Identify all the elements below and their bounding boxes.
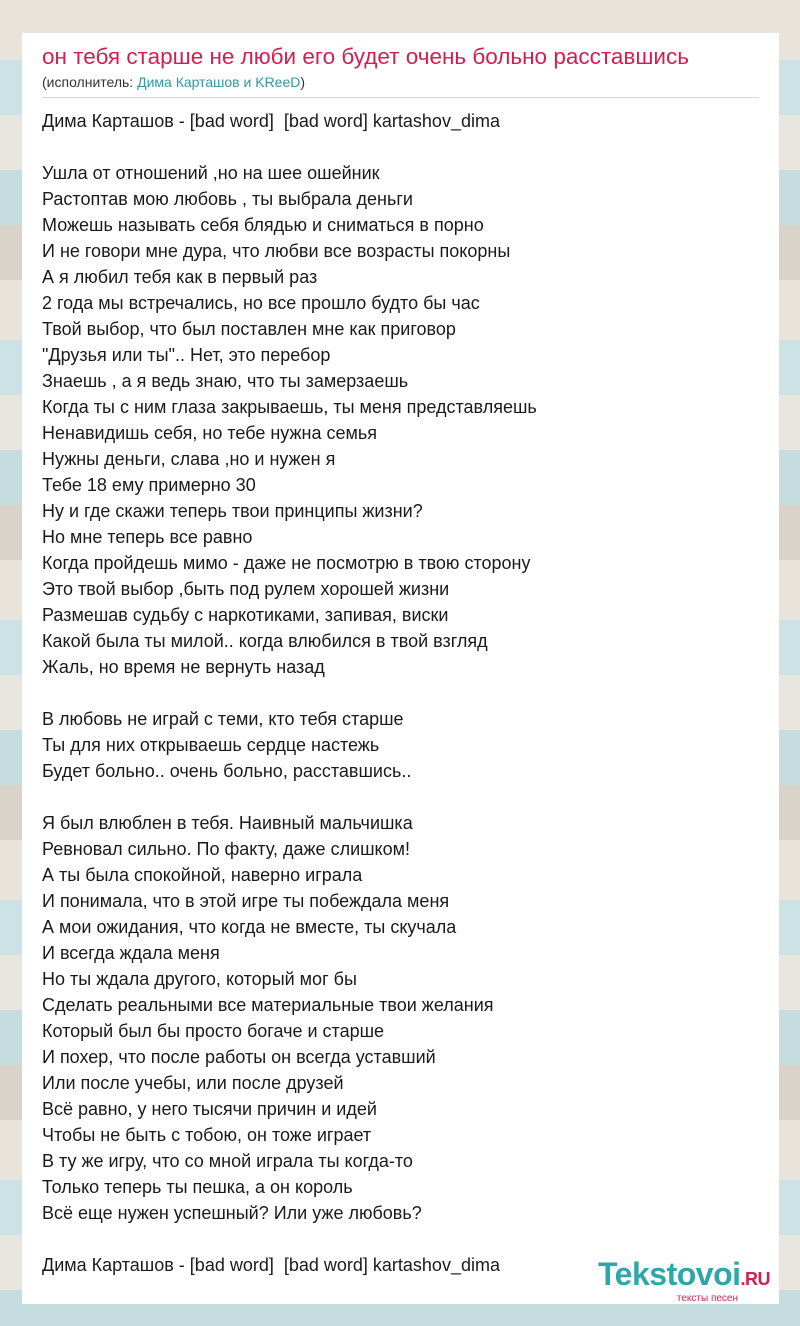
lyrics-card bbox=[22, 33, 779, 1304]
lyric-line: Какой была ты милой.. когда влюбился в твой взгляд bbox=[42, 631, 488, 651]
lyric-line: А ты была спокойной, наверно играла bbox=[42, 865, 363, 885]
lyric-line: Но ты ждала другого, который мог бы bbox=[42, 969, 357, 989]
lyric-line: В ту же игру, что со мной играла ты когда-то bbox=[42, 1151, 413, 1171]
logo-subtitle: тексты песен bbox=[676, 1293, 738, 1304]
lyric-line: Всё еще нужен успешный? Или уже любовь? bbox=[42, 1203, 422, 1223]
lyric-line: И похер, что после работы он всегда уставший bbox=[42, 1047, 436, 1067]
lyric-line: Нужны деньги, слава ,но и нужен я bbox=[42, 449, 336, 469]
lyric-line: Ну и где скажи теперь твои принципы жизни? bbox=[42, 501, 423, 521]
lyric-line: А я любил тебя как в первый раз bbox=[42, 267, 318, 287]
lyric-line: Чтобы не быть с тобою, он тоже играет bbox=[42, 1125, 372, 1145]
lyric-line: Сделать реальными все материальные твои желания bbox=[42, 995, 494, 1015]
lyric-line: Ненавидишь себя, но тебе нужна семья bbox=[42, 423, 377, 443]
lyric-line: Дима Карташов - [bad word] [bad word] kartashov_dima bbox=[42, 111, 500, 131]
lyric-line: Растоптав мою любовь , ты выбрала деньги bbox=[42, 189, 413, 209]
lyric-line: Знаешь , а я ведь знаю, что ты замерзаешь bbox=[42, 371, 409, 391]
lyric-line: Тебе 18 ему примерно 30 bbox=[42, 475, 256, 495]
lyric-line: Ты для них открываешь сердце настежь bbox=[42, 735, 380, 755]
lyric-line: Будет больно.. очень больно, расставшись.. bbox=[42, 761, 412, 781]
lyric-line: Но мне теперь все равно bbox=[42, 527, 253, 547]
lyric-line: А мои ожидания, что когда не вместе, ты скучала bbox=[42, 917, 457, 937]
lyric-line bbox=[42, 784, 759, 810]
lyric-line: Когда ты с ним глаза закрываешь, ты меня представляешь bbox=[42, 397, 537, 417]
lyric-line: "Друзья или ты".. Нет, это перебор bbox=[42, 345, 331, 365]
lyric-line: Ревновал сильно. По факту, даже слишком! bbox=[42, 839, 411, 859]
lyric-line: Дима Карташов - [bad word] [bad word] kartashov_dima bbox=[42, 1255, 500, 1275]
lyric-line: Всё равно, у него тысячи причин и идей bbox=[42, 1099, 377, 1119]
lyric-line bbox=[42, 680, 759, 706]
lyric-line: Ушла от отношений ,но на шее ошейник bbox=[42, 163, 380, 183]
lyric-line: Только теперь ты пешка, а он король bbox=[42, 1177, 353, 1197]
artist-link[interactable]: Дима Карташов и KReeD bbox=[137, 74, 301, 90]
logo-tld: .RU bbox=[740, 1269, 770, 1289]
artist-prefix: (исполнитель: bbox=[42, 74, 138, 90]
lyric-line: Размешав судьбу с наркотиками, запивая, виски bbox=[42, 605, 449, 625]
lyric-line bbox=[42, 1226, 759, 1252]
site-logo[interactable] bbox=[598, 1258, 770, 1304]
lyric-line: 2 года мы встречались, но все прошло будто бы час bbox=[42, 293, 480, 313]
lyric-line: И всегда ждала меня bbox=[42, 943, 220, 963]
lyric-line: Или после учебы, или после друзей bbox=[42, 1073, 344, 1093]
song-title: он тебя старше не люби его будет очень больно расставшись bbox=[42, 44, 689, 69]
lyric-line: Это твой выбор ,быть под рулем хорошей жизни bbox=[42, 579, 450, 599]
lyric-line: И понимала, что в этой игре ты побеждала меня bbox=[42, 891, 450, 911]
lyrics-body bbox=[42, 108, 759, 1278]
lyric-line: И не говори мне дура, что любви все возрасты покорны bbox=[42, 241, 511, 261]
artist-line bbox=[42, 73, 759, 98]
logo-text: Tekstovoi bbox=[598, 1256, 741, 1292]
lyric-line: Жаль, но время не вернуть назад bbox=[42, 657, 325, 677]
lyric-line: Твой выбор, что был поставлен мне как приговор bbox=[42, 319, 456, 339]
artist-suffix: ) bbox=[300, 74, 306, 90]
lyric-line: Можешь называть себя блядью и сниматься в порно bbox=[42, 215, 484, 235]
lyric-line: Который был бы просто богаче и старше bbox=[42, 1021, 385, 1041]
lyric-line: В любовь не играй с теми, кто тебя старше bbox=[42, 709, 404, 729]
lyric-line: Я был влюблен в тебя. Наивный мальчишка bbox=[42, 813, 413, 833]
lyric-line bbox=[42, 134, 759, 160]
lyric-line: Когда пройдешь мимо - даже не посмотрю в твою сторону bbox=[42, 553, 531, 573]
